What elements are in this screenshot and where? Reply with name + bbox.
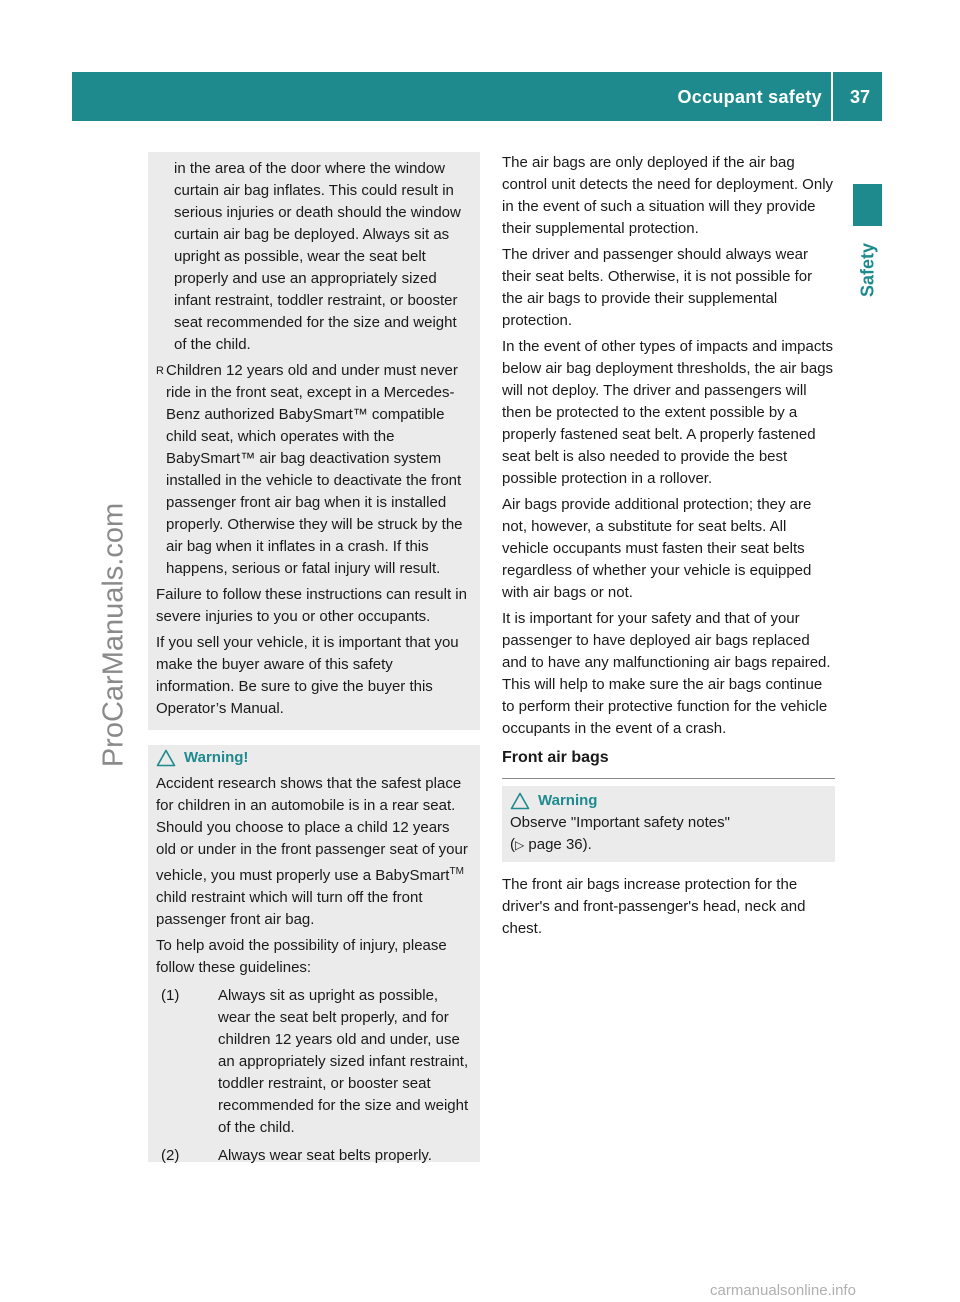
watermark-vertical: ProCarManuals.com <box>97 502 130 768</box>
child-safety-warning-box <box>148 745 480 1162</box>
paragraph: Air bags provide additional protection; they are not, however, a substitute for seat belts. All vehicle occupants must fasten their seat belts regardless of whether your vehicle is equipped with air bags or not. <box>502 496 812 601</box>
watermark-footer: carmanualsonline.info <box>710 1282 856 1299</box>
side-tab-block <box>853 184 882 226</box>
page-reference-link[interactable]: page 36). <box>528 836 592 853</box>
numbered-list <box>156 985 472 1167</box>
arrow-icon: ▷ <box>515 838 525 852</box>
page-title: Occupant safety <box>677 87 822 107</box>
ref-open-paren: ( <box>510 836 515 853</box>
right-column <box>502 152 835 944</box>
front-airbag-warning-box <box>502 786 835 862</box>
warning-triangle-icon <box>156 749 176 767</box>
trademark-sup: TM <box>449 866 464 877</box>
section-title: Front air bags <box>502 746 835 779</box>
paragraph: In the event of other types of impacts and impacts below air bag deployment thresholds, the air bags will not deploy. The driver and passengers will then be protected to the extent possible by a properly fastened seat belt. A properly fastened seat belt is also needed to provide the best possible protection in a rollover. <box>502 338 834 487</box>
paragraph: The front air bags increase protection for the driver's and front-passenger's head, neck and chest. <box>502 876 806 937</box>
side-section-label: Safety <box>857 242 878 298</box>
paragraph: The air bags are only deployed if the air bag control unit detects the need for deployment. Only in the event of such a situation will they provide their supplemental protection. <box>502 154 834 237</box>
sell-vehicle-paragraph: If you sell your vehicle, it is important that you make the buyer aware of this safety information. Be sure to give the buyer this Operator’s Manual. <box>156 634 459 717</box>
warning-triangle-icon <box>510 792 530 810</box>
list-item <box>156 985 472 1139</box>
page-reference <box>510 834 827 856</box>
warning-text: Observe "Important safety notes" <box>510 814 730 831</box>
list-item-number: (1) <box>161 987 180 1004</box>
list-item-text: Always wear seat belts properly. <box>218 1147 432 1164</box>
warning-heading-text: Warning! <box>184 749 249 766</box>
list-item <box>156 360 472 580</box>
left-warning-continuation-box <box>148 152 480 730</box>
failure-paragraph: Failure to follow these instructions can result in severe injuries to you or other occupants. <box>156 586 467 625</box>
accident-text-part1: Accident research shows that the safest place for children in an automobile is in a rear seat. Should you choose to place a child 12 years old or under in the front passenger seat of your vehicle, you must properly use a BabySmart <box>156 775 468 884</box>
warning-heading <box>156 747 472 769</box>
bullet-text: Children 12 years old and under must never ride in the front seat, except in a Mercedes-Benz authorized BabySmart™ compatible child seat, which operates with the BabySmart™ air bag deactivation system installed in the vehicle to deactivate the front passenger front air bag when it is installed properly. Otherwise they will be struck by the air bag when it inflates in a crash. If this happens, serious or fatal injury will result. <box>166 362 463 577</box>
paragraph: It is important for your safety and that of your passenger to have deployed air bags replaced and to have any malfunctioning air bags repaired. This will help to make sure the air bags continue to perform their protective function for the vehicle occupants in the event of a crash. <box>502 610 831 737</box>
warning-heading-text: Warning <box>538 792 598 809</box>
guidelines-intro: To help avoid the possibility of injury, please follow these guidelines: <box>156 937 447 976</box>
warning-heading <box>510 790 827 812</box>
page-number: 37 <box>849 87 871 107</box>
list-item-number: (2) <box>161 1147 180 1164</box>
continuation-text: in the area of the door where the window curtain air bag inflates. This could result in serious injuries or death should the window curtain air bag be deployed. Always sit as upright as possible, wear the seat belt properly and use an appropriately sized infant restraint, toddler restraint, or booster seat recommended for the size and weight of the child. <box>174 160 461 353</box>
header-divider <box>831 72 833 121</box>
list-item <box>156 1145 472 1167</box>
paragraph: The driver and passenger should always wear their seat belts. Otherwise, it is not possible for the air bags to provide their supplemental protection. <box>502 246 813 329</box>
bullet-symbol: R <box>156 365 164 377</box>
accident-text-part2: child restraint which will turn off the front passenger front air bag. <box>156 889 423 928</box>
list-item-text: Always sit as upright as possible, wear the seat belt properly, and for children 12 years old and under, use an appropriately sized infant restraint, toddler restraint, or booster seat recommended for the size and weight of the child. <box>218 987 469 1136</box>
accident-research-paragraph <box>156 773 472 931</box>
